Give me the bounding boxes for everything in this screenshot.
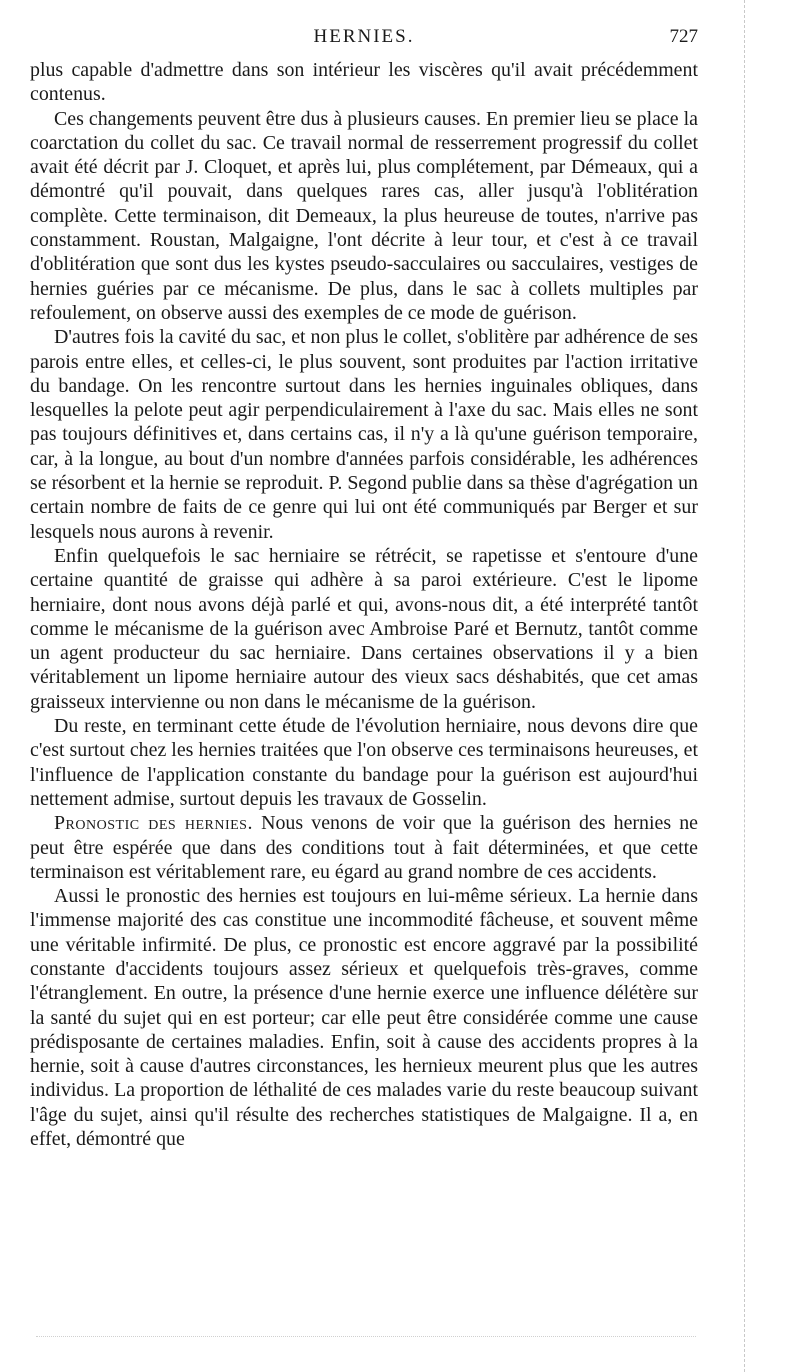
- paragraph-3: D'autres fois la cavité du sac, et non plus le collet, s'oblitère par adhérence de ses parois entre elles, et celles-ci, le plus souvent, sont produites par l'action irritative du bandage. On les rencontre surtout dans les hernies inguinales obliques, dans lesquelles la pelote peut agir perpendiculairement à l'axe du sac. Mais elles ne sont pas toujours définitives et, dans certains cas, il n'y a là qu'une guérison temporaire, car, à la longue, au bout d'un nombre d'années parfois considérable, les adhérences se résorbent et la hernie se reproduit. P. Segond publie dans sa thèse d'agrégation un certain nombre de faits de ce genre qui lui ont été communiqués par Berger et sur lesquels nous aurons à revenir.: [30, 326, 698, 543]
- paragraph-1: plus capable d'admettre dans son intérieur les viscères qu'il avait précédemment contenus.: [30, 59, 698, 106]
- paragraph-5: Du reste, en terminant cette étude de l'évolution herniaire, nous devons dire que c'est surtout chez les hernies traitées que l'on observe ces terminaisons heureuses, et l'influence de l'application constante du bandage pour la guérison est aujourd'hui nettement admise, surtout depuis les travaux de Gosselin.: [30, 715, 698, 810]
- paragraph-6-text: Nous venons de voir que la guérison des hernies ne peut être espérée que dans des conditions tout à fait déterminées, et que cette terminaison est véritablement rare, eu égard au grand nombre de ces accidents.: [30, 812, 698, 883]
- paragraph-4: Enfin quelquefois le sac herniaire se rétrécit, se rapetisse et s'entoure d'une certaine quantité de graisse qui adhère à sa paroi extérieure. C'est le lipome herniaire, dont nous avons déjà parlé et qui, avons-nous dit, a été interprété tantôt comme le mécanisme de la guérison avec Ambroise Paré et Bernutz, tantôt comme un agent producteur du sac herniaire. Dans certaines observations il y a bien véritablement un lipome herniaire autour des vieux sacs déshabités, que cet amas graisseux intervienne ou non dans le mécanisme de la guérison.: [30, 544, 698, 713]
- running-title: HERNIES.: [313, 26, 415, 47]
- paragraph-2: Ces changements peuvent être dus à plusieurs causes. En premier lieu se place la coarctation du collet du sac. Ce travail normal de resserrement progressif du collet avait été décrit par J. Cloquet, et après lui, plus complétement, par Démeaux, qui a démontré qu'il pouvait, dans quelques rares cas, aller jusqu'à l'oblitération complète. Cette terminaison, dit Demeaux, la plus heureuse de toutes, n'arrive pas constamment. Roustan, Malgaigne, l'ont décrite à leur tour, et c'est à ce travail d'oblitération que sont dus les kystes pseudo-sacculaires ou sacculaires, vestiges de hernies guéries par ce mécanisme. De plus, dans le sac à collets multiples par refoulement, on observe aussi des exemples de ce mode de guérison.: [30, 107, 698, 324]
- bottom-scan-marks: [36, 1336, 696, 1341]
- page-number: 727: [669, 26, 698, 47]
- paragraph-7: Aussi le pronostic des hernies est toujours en lui-même sérieux. La hernie dans l'immense majorité des cas constitue une incommodité fâcheuse, et souvent même une véritable infirmité. De plus, ce pronostic est encore aggravé par la possibilité constante d'accidents toujours assez sérieux et quelquefois très-graves, comme l'étranglement. En outre, la présence d'une hernie exerce une influence délétère sur la santé du sujet qui en est porteur; car elle peut être considérée comme une cause prédisposante de certaines maladies. Enfin, soit à cause des accidents propres à la hernie, soit à cause d'autres circonstances, les hernieux meurent plus que les autres individus. La proportion de léthalité de ces malades varie du reste beaucoup suivant l'âge du sujet, ainsi qu'il résulte des recherches statistiques de Malgaigne. Il a, en effet, démontré que: [30, 885, 698, 1151]
- section-heading-pronostic: Pronostic des hernies.: [54, 812, 253, 835]
- paragraph-6: [30, 811, 698, 884]
- page-edge-rule: [744, 0, 745, 1372]
- body-text: [30, 58, 698, 1151]
- page-header: [30, 26, 698, 50]
